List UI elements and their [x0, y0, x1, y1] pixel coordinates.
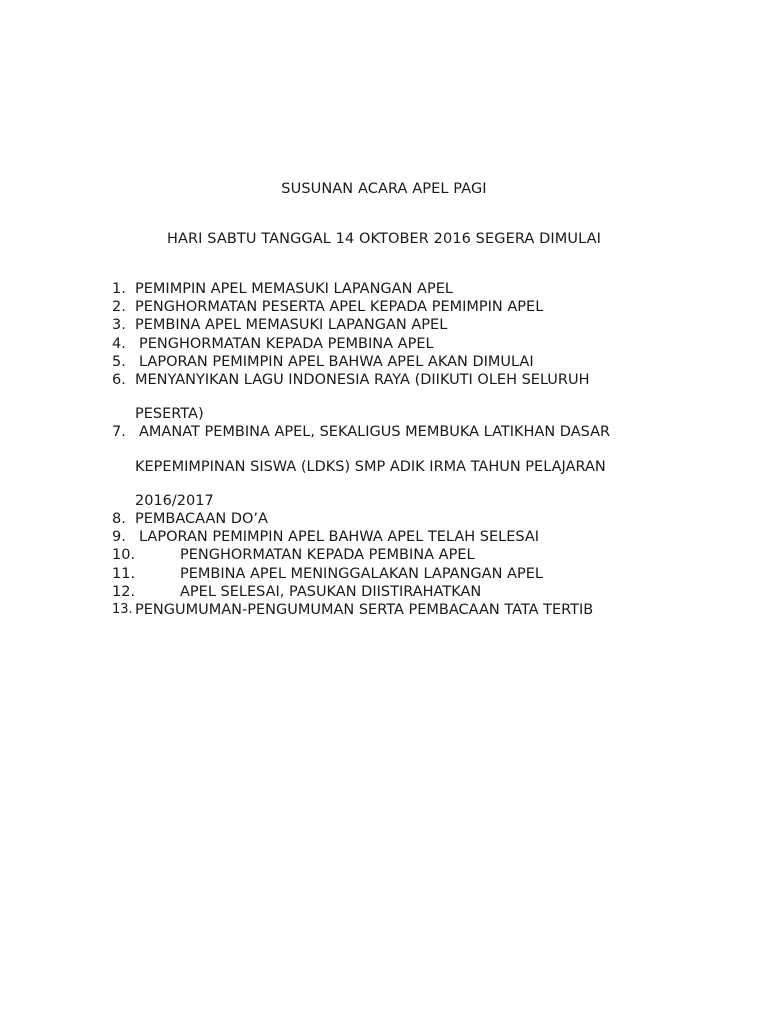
list-item-text: PEMIMPIN APEL MEMASUKI LAPANGAN APEL [135, 281, 453, 297]
list-item-number: 5. [112, 353, 126, 370]
list-item-continuation: 2016/2017 [135, 492, 214, 509]
list-item-text: LAPORAN PEMIMPIN APEL BAHWA APEL TELAH SELESAI [139, 529, 540, 546]
list-item-number: 9. [112, 529, 126, 546]
list-item [112, 353, 672, 371]
document-subtitle: HARI SABTU TANGGAL 14 OKTOBER 2016 SEGERA DIMULAI [166, 231, 602, 247]
list-item-text: APEL SELESAI, PASUKAN DIISTIRAHATKAN [180, 583, 482, 600]
list-item [112, 583, 672, 601]
list-item-text: PEMBINA APEL MENINGGALAKAN LAPANGAN APEL [180, 565, 543, 582]
list-item-text: PEMBINA APEL MEMASUKI LAPANGAN APEL [135, 317, 448, 334]
list-item-text: PEMBACAAN DO’A [135, 511, 268, 528]
list-item-text: PENGHORMATAN KEPADA PEMBINA APEL [139, 335, 434, 352]
list-item [112, 298, 672, 316]
list-item [112, 565, 672, 583]
list-item-number: 2. [112, 299, 126, 316]
list-item [112, 546, 672, 564]
list-item-text: PENGUMUMAN-PENGUMUMAN SERTA PEMBACAAN TATA TERTIB [135, 602, 594, 619]
list-item [112, 280, 672, 298]
list-item-number: 11. [112, 565, 136, 582]
list-item-number: 4. [112, 335, 126, 352]
list-item-text: MENYANYIKAN LAGU INDONESIA RAYA (DIIKUTI OLEH SELURUH [135, 372, 590, 389]
list-item-text: LAPORAN PEMIMPIN APEL BAHWA APEL AKAN DIMULAI [139, 353, 534, 370]
list-item-text: PENGHORMATAN PESERTA APEL KEPADA PEMIMPIN APEL [135, 299, 544, 316]
list-item-number: 7. [112, 424, 126, 441]
list-item-text: PENGHORMATAN KEPADA PEMBINA APEL [180, 547, 475, 564]
list-item [112, 423, 672, 510]
list-item [112, 510, 672, 528]
list-item-number: 6. [112, 372, 126, 389]
list-item-number: 10. [112, 547, 136, 564]
list-item-number: 1. [112, 281, 126, 297]
list-item-text: AMANAT PEMBINA APEL, SEKALIGUS MEMBUKA LATIKHAN DASAR [139, 424, 611, 441]
list-item [112, 601, 672, 619]
list-item [112, 371, 672, 423]
list-item-continuation: PESERTA) [135, 406, 204, 423]
list-item-number: 13. [112, 602, 133, 618]
list-item [112, 528, 672, 546]
list-item-number: 3. [112, 317, 126, 334]
list-item [112, 335, 672, 353]
list-item [112, 316, 672, 334]
list-item-number: 12. [112, 583, 136, 600]
list-item-continuation: KEPEMIMPINAN SISWA (LDKS) SMP ADIK IRMA TAHUN PELAJARAN [135, 458, 606, 475]
agenda-list [112, 280, 672, 619]
document-title: SUSUNAN ACARA APEL PAGI [281, 181, 487, 197]
list-item-number: 8. [112, 511, 126, 528]
